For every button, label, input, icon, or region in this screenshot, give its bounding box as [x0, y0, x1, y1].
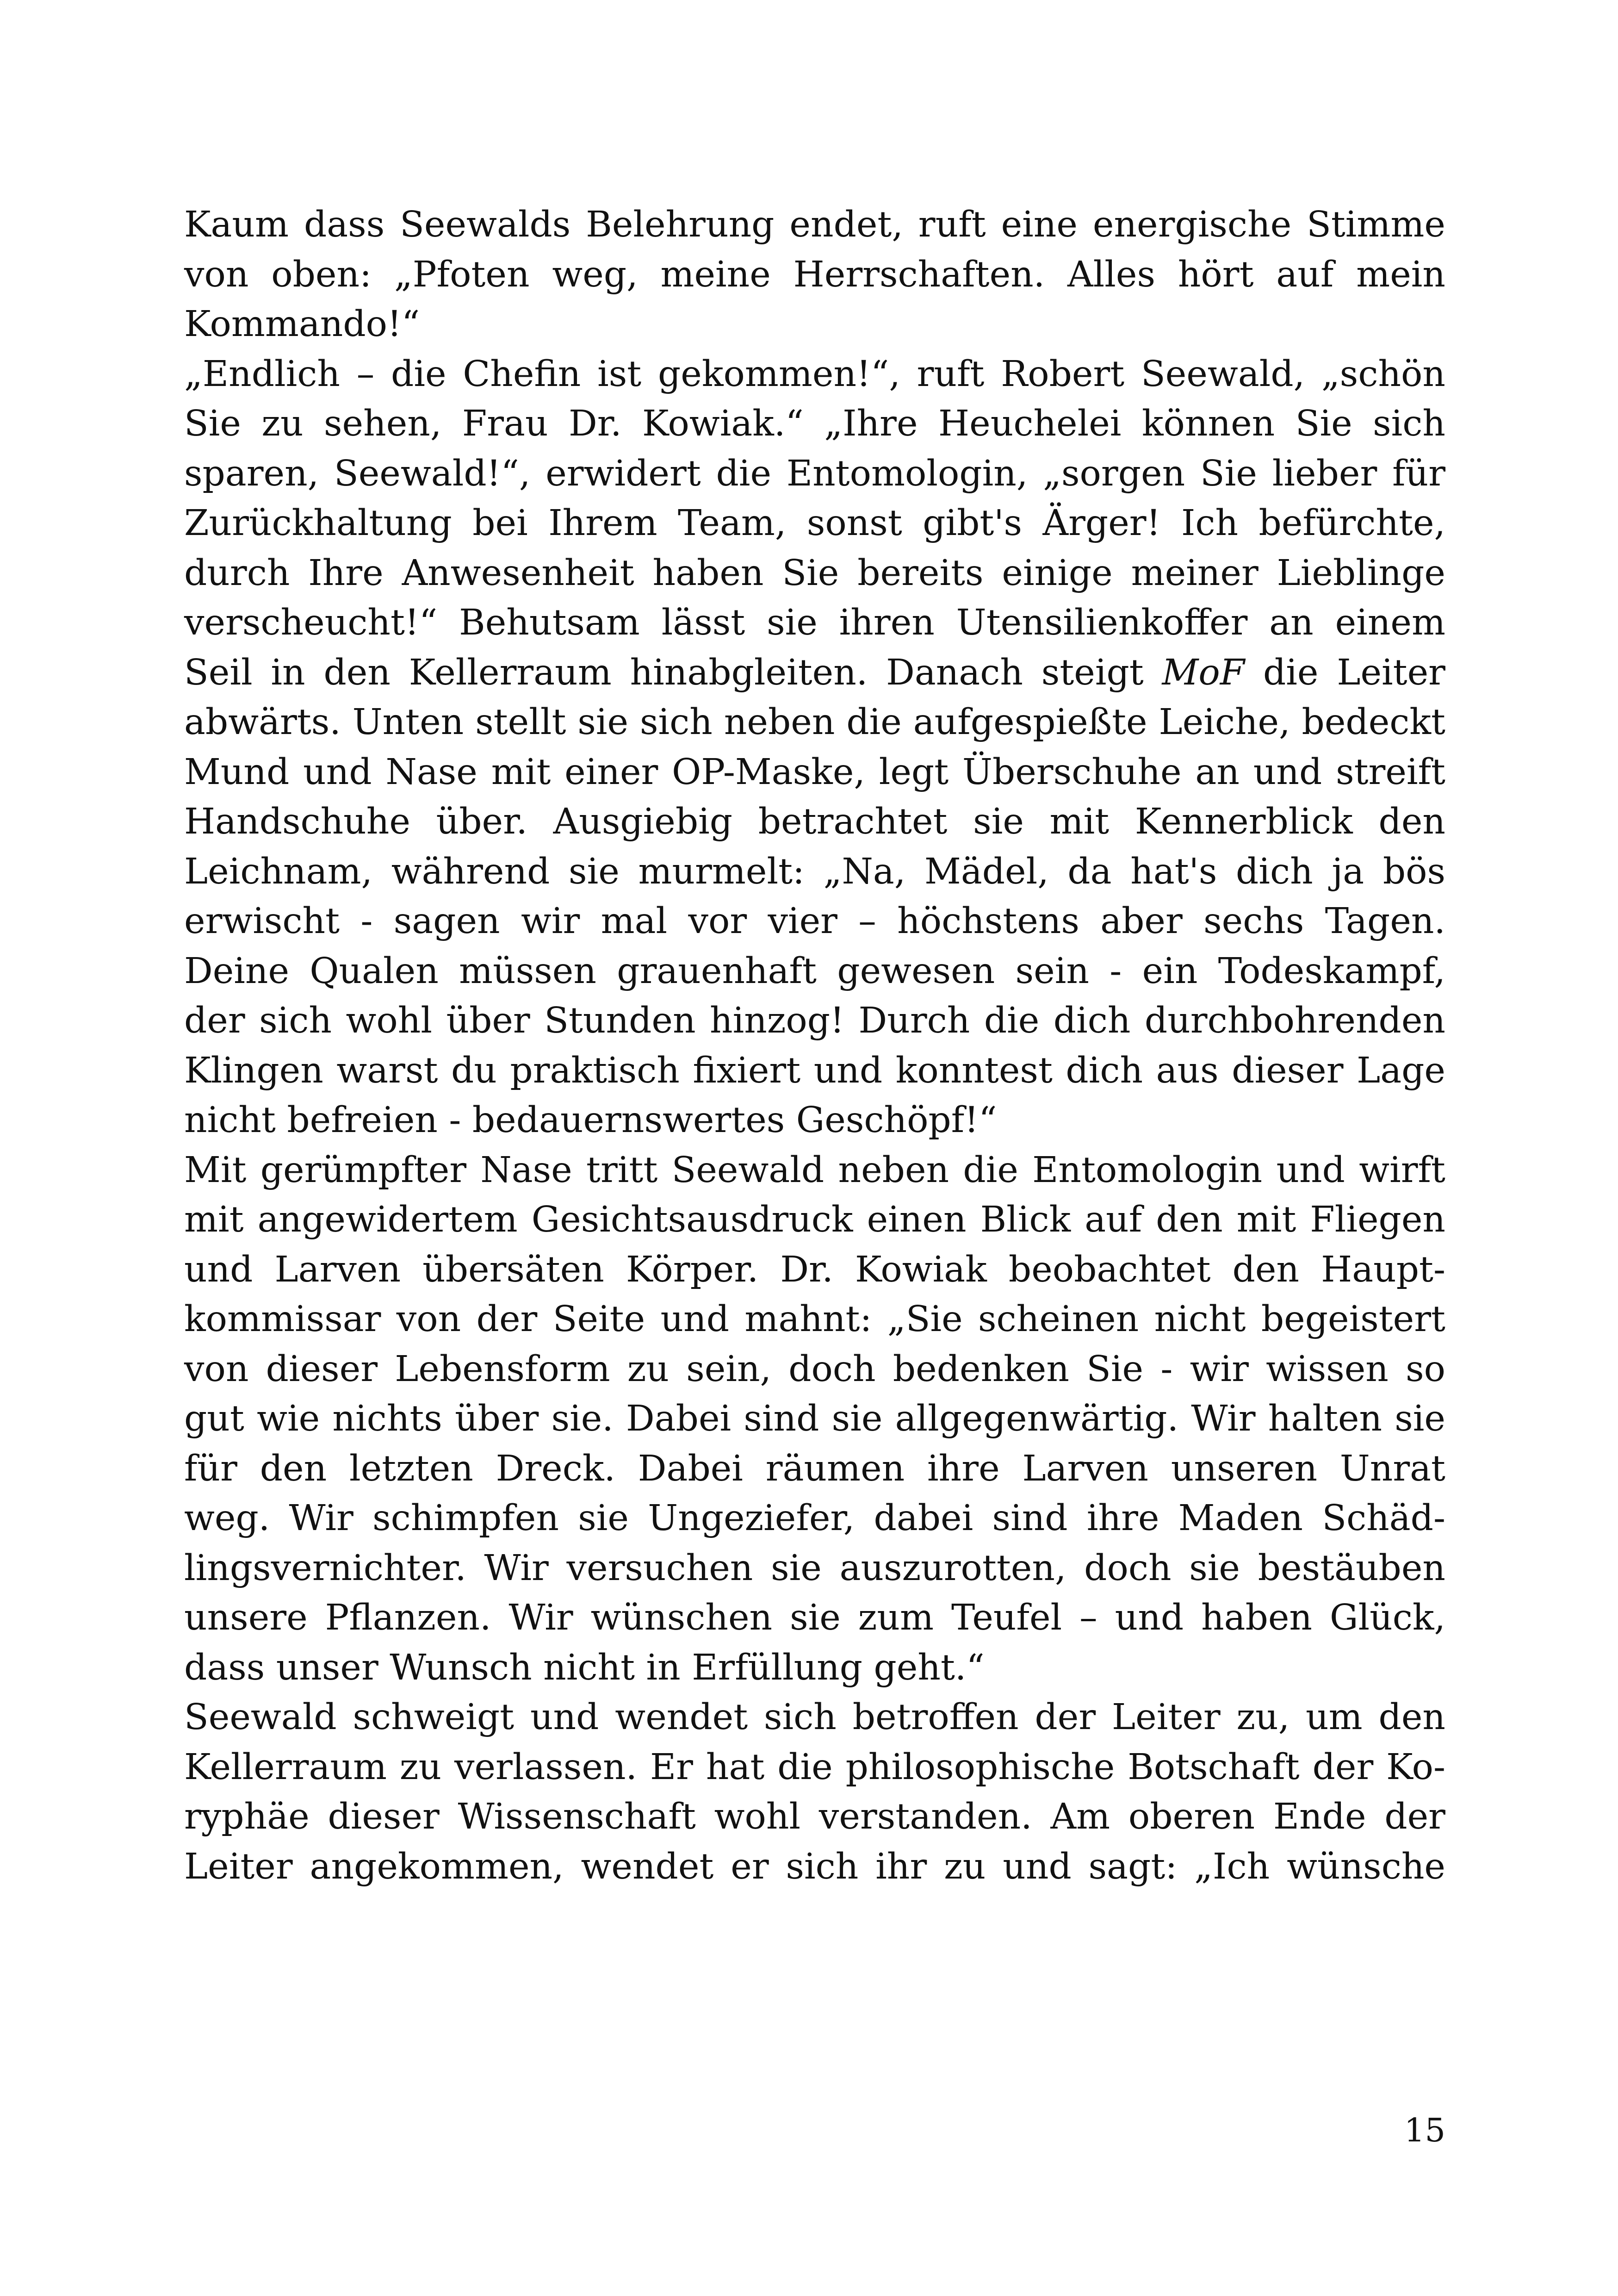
text-segment: „Endlich – die Chefin ist gekommen!“, ruft Robert Seewald, „schön	[184, 353, 1445, 395]
text-segment: Leiter angekommen, wendet er sich ihr zu und sagt: „Ich wünsche	[184, 1846, 1445, 1887]
text-line	[184, 449, 1445, 499]
text-line	[184, 1593, 1445, 1643]
text-line	[184, 996, 1445, 1046]
text-line	[184, 1444, 1445, 1494]
text-segment: kommissar von der Seite und mahnt: „Sie scheinen nicht begeistert	[184, 1299, 1445, 1340]
text-segment: Zurückhaltung bei Ihrem Team, sonst gibt's Ärger! Ich befürchte,	[184, 503, 1445, 544]
text-segment: für den letzten Dreck. Dabei räumen ihre Larven unseren Unrat	[184, 1448, 1445, 1489]
page-number: 15	[1404, 2111, 1445, 2149]
text-segment: gut wie nichts über sie. Dabei sind sie allgegenwärtig. Wir halten sie	[184, 1398, 1445, 1439]
text-segment: Kommando!“	[184, 304, 420, 345]
text-line	[184, 1294, 1445, 1344]
text-line	[184, 250, 1445, 300]
text-segment: Mit gerümpfter Nase tritt Seewald neben die Entomologin und wirft	[184, 1149, 1445, 1191]
text-line	[184, 1692, 1445, 1742]
text-line	[184, 1543, 1445, 1593]
text-segment: dass unser Wunsch nicht in Erfüllung geht.“	[184, 1647, 985, 1688]
text-line	[184, 697, 1445, 747]
text-line	[184, 548, 1445, 598]
text-line	[184, 1344, 1445, 1394]
text-segment: Mund und Nase mit einer OP-Maske, legt Überschuhe an und streift	[184, 751, 1445, 793]
text-segment: erwischt - sagen wir mal vor vier – höchstens aber sechs Tagen.	[184, 901, 1445, 942]
text-segment: unsere Pflanzen. Wir wünschen sie zum Teufel – und haben Glück,	[184, 1597, 1445, 1638]
text-segment: Seewald schweigt und wendet sich betroffen der Leiter zu, um den	[184, 1697, 1445, 1738]
body-text	[184, 200, 1445, 1892]
text-segment: von dieser Lebensform zu sein, doch bedenken Sie - wir wissen so	[184, 1348, 1445, 1390]
text-line	[184, 299, 1445, 349]
text-line	[184, 200, 1445, 250]
text-line	[184, 1643, 1445, 1693]
text-segment: Sie zu sehen, Frau Dr. Kowiak.“ „Ihre Heuchelei können Sie sich	[184, 403, 1445, 444]
text-segment: sparen, Seewald!“, erwidert die Entomologin, „sorgen Sie lieber für	[184, 453, 1445, 494]
text-line	[184, 349, 1445, 399]
text-segment: lingsvernichter. Wir versuchen sie auszurotten, doch sie bestäuben	[184, 1547, 1445, 1589]
text-segment: weg. Wir schimpfen sie Ungeziefer, dabei sind ihre Maden Schäd-	[184, 1498, 1445, 1539]
text-segment: Kaum dass Seewalds Belehrung endet, ruft eine energische Stimme	[184, 204, 1445, 245]
text-line	[184, 1095, 1445, 1145]
text-line	[184, 598, 1445, 648]
text-segment: der sich wohl über Stunden hinzog! Durch die dich durchbohrenden	[184, 1000, 1445, 1041]
text-line	[184, 946, 1445, 996]
text-segment: die Leiter	[1245, 652, 1445, 693]
text-line	[184, 797, 1445, 847]
text-segment: Kellerraum zu verlassen. Er hat die philosophische Botschaft der Ko-	[184, 1746, 1445, 1788]
text-line	[184, 1394, 1445, 1444]
text-segment: abwärts. Unten stellt sie sich neben die aufgespießte Leiche, bedeckt	[184, 702, 1445, 743]
italic-abbreviation: MoF	[1162, 652, 1245, 693]
text-segment: mit angewidertem Gesichtsausdruck einen Blick auf den mit Fliegen	[184, 1199, 1445, 1240]
text-line	[184, 648, 1445, 698]
text-segment: Klingen warst du praktisch fixiert und konntest dich aus dieser Lage	[184, 1050, 1445, 1091]
text-segment: ryphäe dieser Wissenschaft wohl verstanden. Am oberen Ende der	[184, 1796, 1445, 1837]
text-segment: Handschuhe über. Ausgiebig betrachtet sie mit Kennerblick den	[184, 801, 1445, 842]
text-line	[184, 1493, 1445, 1543]
text-segment: Leichnam, während sie murmelt: „Na, Mädel, da hat's dich ja bös	[184, 851, 1445, 892]
text-line	[184, 847, 1445, 897]
text-line	[184, 1842, 1445, 1892]
text-line	[184, 1046, 1445, 1096]
text-line	[184, 1742, 1445, 1792]
text-segment: nicht befreien - bedauernswertes Geschöpf!“	[184, 1100, 997, 1141]
text-line	[184, 747, 1445, 797]
text-line	[184, 896, 1445, 946]
text-segment: von oben: „Pfoten weg, meine Herrschaften. Alles hört auf mein	[184, 254, 1445, 295]
text-line	[184, 399, 1445, 449]
text-line	[184, 1145, 1445, 1195]
text-segment: und Larven übersäten Körper. Dr. Kowiak beobachtet den Haupt-	[184, 1249, 1445, 1290]
text-segment: Seil in den Kellerraum hinabgleiten. Danach steigt	[184, 652, 1162, 693]
text-line	[184, 1792, 1445, 1842]
text-line	[184, 1245, 1445, 1295]
text-line	[184, 1195, 1445, 1245]
text-segment: verscheucht!“ Behutsam lässt sie ihren Utensilienkoffer an einem	[184, 602, 1445, 643]
text-segment: durch Ihre Anwesenheit haben Sie bereits einige meiner Lieblinge	[184, 552, 1445, 594]
text-segment: Deine Qualen müssen grauenhaft gewesen sein - ein Todeskampf,	[184, 950, 1445, 992]
text-line	[184, 498, 1445, 548]
